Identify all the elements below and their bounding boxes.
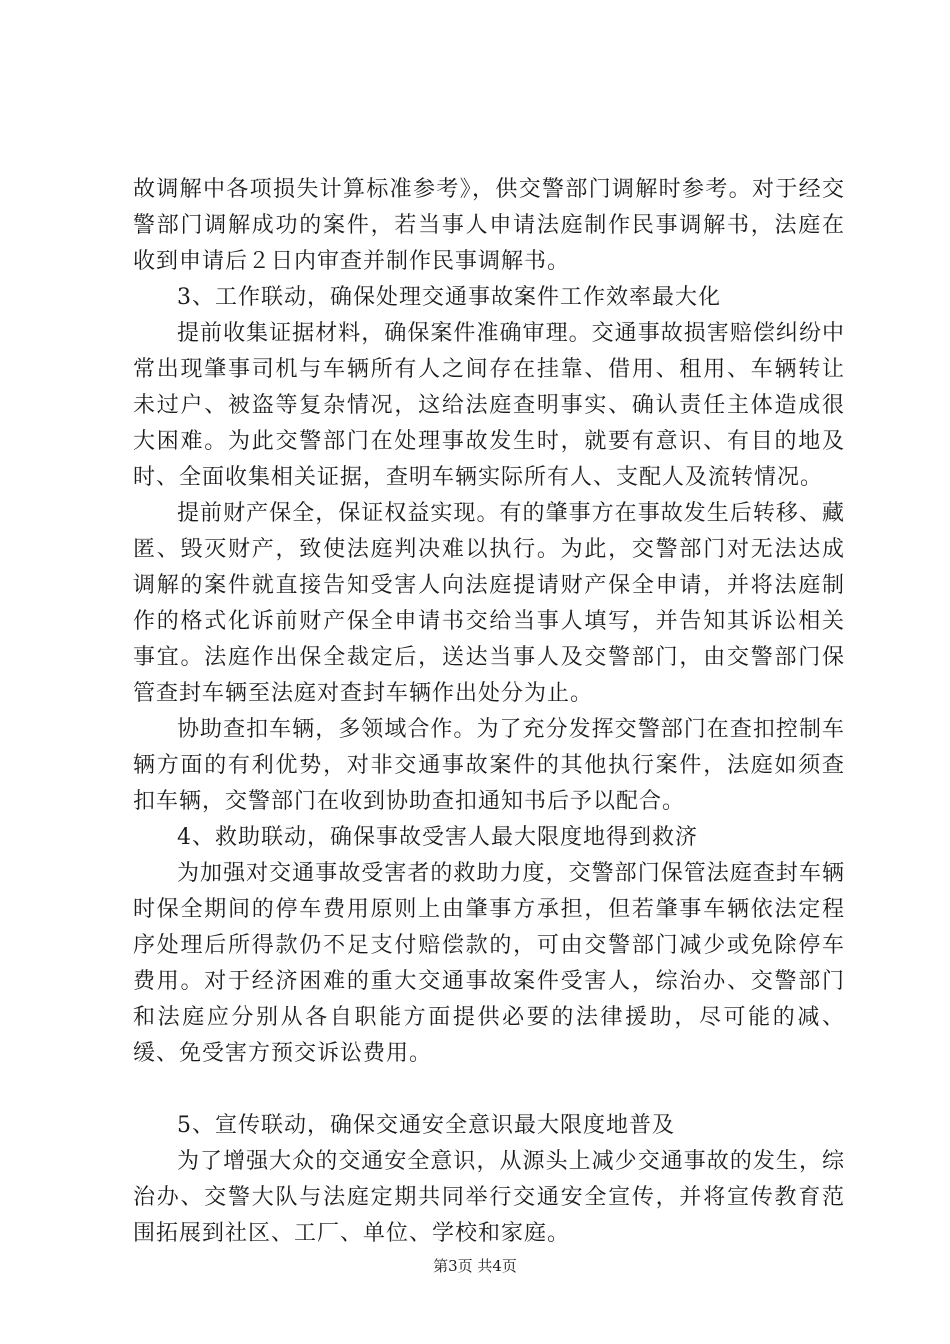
paragraph-victim-assistance: 为加强对交通事故受害者的救助力度，交警部门保管法庭查封车辆时保全期间的停车费用原则上由肇事方承担，但若肇事车辆依法定程序处理后所得款仍不足支付赔偿款的，可由交警部门减少或免除停车费用。对于经济困难的重大交通事故案件受害人，综治办、交警部门和法庭应分别从各自职能方面提供必要的法律援助，尽可能的减、缓、免受害方预交诉讼费用。 <box>133 861 845 1066</box>
document-body <box>133 172 845 1252</box>
paragraph-continuation: 故调解中各项损失计算标准参考》，供交警部门调解时参考。对于经交警部门调解成功的案件，若当事人申请法庭制作民事调解书，法庭在收到申请后２日内审查并制作民事调解书。 <box>133 177 845 274</box>
page-number-footer: 第3页 共4页 <box>433 1257 517 1275</box>
paragraph-property-preservation: 提前财产保全，保证权益实现。有的肇事方在事故发生后转移、藏匿、毁灭财产，致使法庭判决难以执行。为此，交警部门对无法达成调解的案件就直接告知受害人向法庭提请财产保全申请，并将法庭制作的格式化诉前财产保全申请书交给当事人填写，并告知其诉讼相关事宜。法庭作出保全裁定后，送达当事人及交警部门，由交警部门保管查封车辆至法庭对查封车辆作出处分为止。 <box>133 501 845 706</box>
paragraph-spacer <box>133 1072 845 1108</box>
section-heading-5: 5、宣传联动，确保交通安全意识最大限度地普及 <box>177 1113 675 1138</box>
section-heading-3: 3、工作联动，确保处理交通事故案件工作效率最大化 <box>177 285 721 310</box>
paragraph-vehicle-seizure: 协助查扣车辆，多领域合作。为了充分发挥交警部门在查扣控制车辆方面的有利优势，对非交通事故案件的其他执行案件，法庭如须查扣车辆，交警部门在收到协助查扣通知书后予以配合。 <box>133 717 845 814</box>
paragraph-safety-publicity: 为了增强大众的交通安全意识，从源头上减少交通事故的发生，综治办、交警大队与法庭定期共同举行交通安全宣传，并将宣传教育范围拓展到社区、工厂、单位、学校和家庭。 <box>133 1149 845 1246</box>
section-heading-4: 4、救助联动，确保事故受害人最大限度地得到救济 <box>177 825 698 850</box>
paragraph-evidence-collection: 提前收集证据材料，确保案件准确审理。交通事故损害赔偿纠纷中常出现肇事司机与车辆所有人之间存在挂靠、借用、租用、车辆转让未过户、被盗等复杂情况，这给法庭查明事实、确认责任主体造成很大困难。为此交警部门在处理事故发生时，就要有意识、有目的地及时、全面收集相关证据，查明车辆实际所有人、支配人及流转情况。 <box>133 321 845 490</box>
